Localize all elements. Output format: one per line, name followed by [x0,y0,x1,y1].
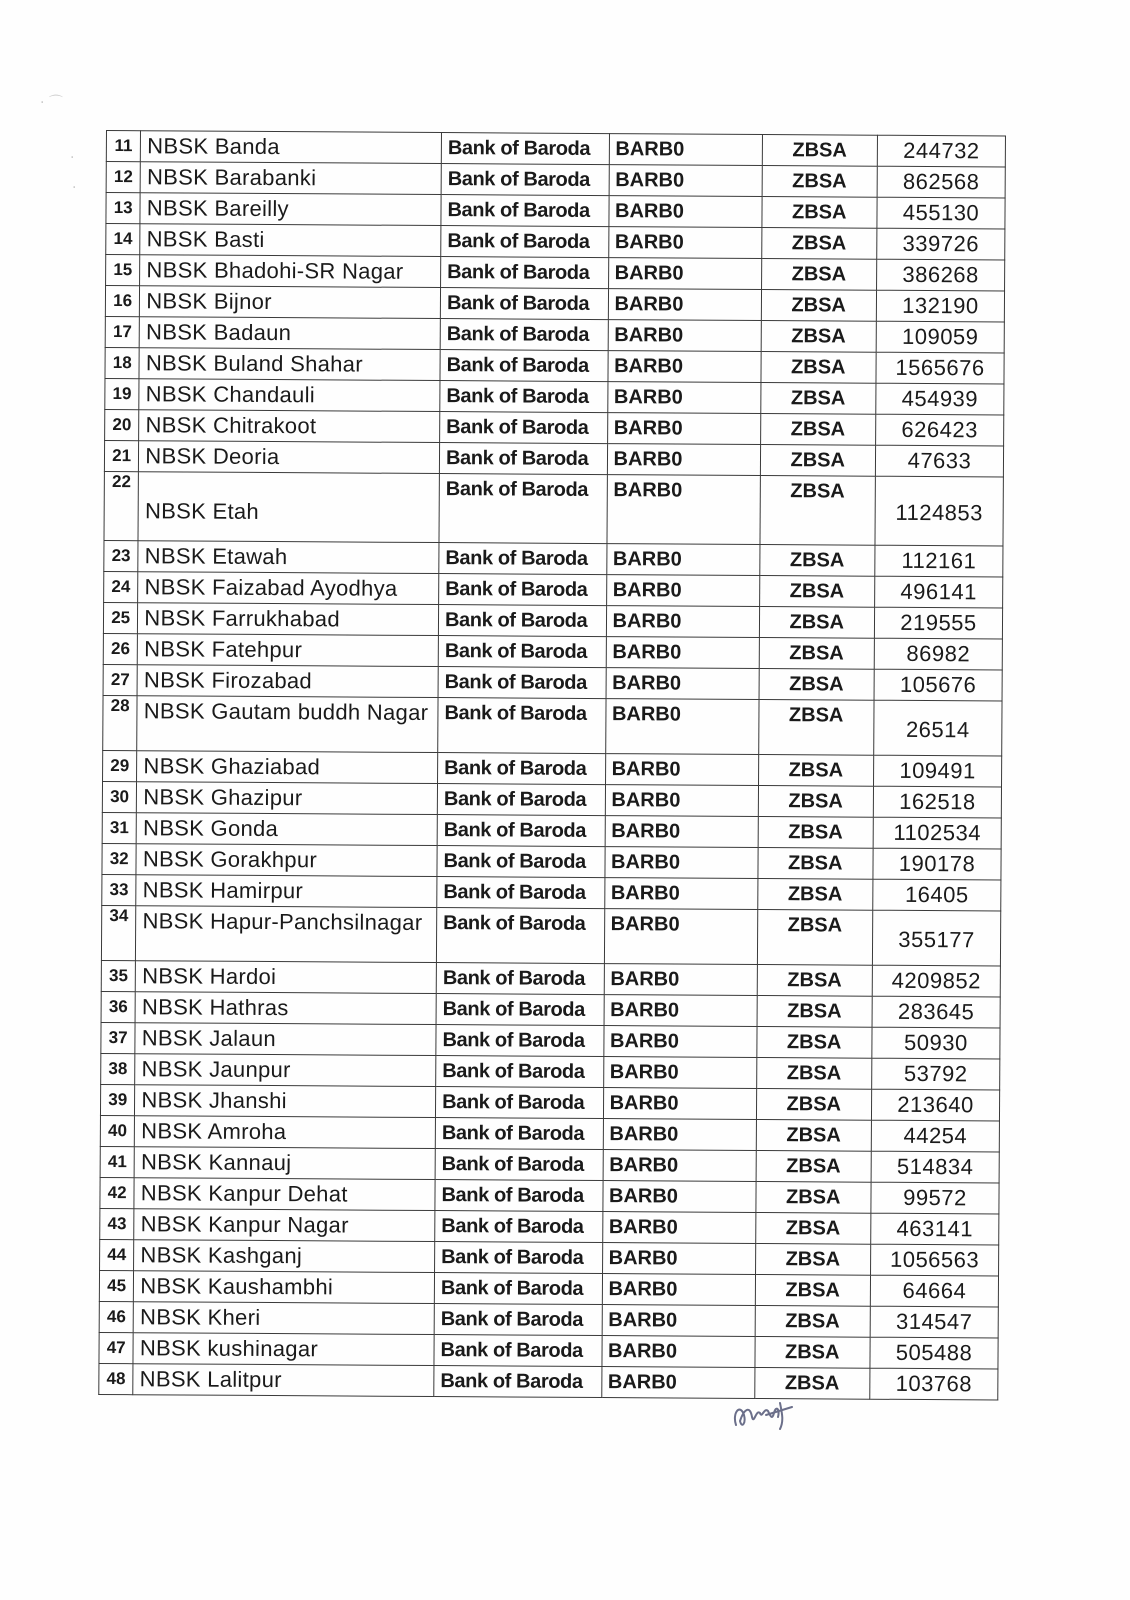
serial-number: 28 [103,695,138,750]
bank-name: Bank of Baroda [435,1149,603,1181]
amount: 1565676 [876,352,1004,384]
amount: 386268 [877,259,1005,291]
ifsc-code: BARB0 [602,1243,755,1275]
ifsc-code: BARB0 [602,1212,755,1244]
account-type: ZBSA [757,964,873,996]
bank-name: Bank of Baroda [441,257,609,289]
district-name: NBSK Firozabad [137,665,438,698]
serial-number: 44 [100,1239,135,1270]
amount: 112161 [875,545,1003,577]
account-type: ZBSA [758,754,874,786]
bank-name: Bank of Baroda [440,288,608,320]
amount: 314547 [870,1306,998,1338]
district-name: NBSK Jalaun [135,1023,436,1056]
table-row [103,695,1002,755]
ifsc-code: BARB0 [606,544,759,576]
account-type: ZBSA [759,668,875,700]
district-name: NBSK Ghazipur [137,782,438,815]
ifsc-code: BARB0 [609,165,762,197]
account-type: ZBSA [760,445,876,477]
account-type: ZBSA [760,352,876,384]
serial-number: 21 [104,440,139,471]
district-name: NBSK Hardoi [136,961,437,994]
account-type: ZBSA [759,476,875,546]
account-type: ZBSA [759,544,875,576]
bank-name: Bank of Baroda [436,994,604,1026]
bank-name: Bank of Baroda [436,963,604,995]
amount: 505488 [870,1337,998,1369]
table-row [99,1363,998,1399]
district-name: NBSK Badaun [139,317,440,350]
scan-artifact: · [72,180,77,196]
bank-name: Bank of Baroda [441,133,609,165]
ifsc-code: BARB0 [602,1274,755,1306]
serial-number: 12 [106,162,141,193]
bank-name: Bank of Baroda [434,1304,602,1336]
account-type: ZBSA [758,699,874,755]
bank-name: Bank of Baroda [435,1242,603,1274]
bank-name: Bank of Baroda [436,1087,604,1119]
amount: 86982 [874,638,1002,670]
ifsc-code: BARB0 [608,320,761,352]
ifsc-code: BARB0 [607,413,760,445]
serial-number: 41 [100,1146,135,1177]
amount: 496141 [875,576,1003,608]
district-name: NBSK Deoria [139,441,440,474]
serial-number: 13 [106,193,141,224]
ifsc-code: BARB0 [606,606,759,638]
serial-number: 36 [101,991,136,1022]
bank-name: Bank of Baroda [437,784,605,816]
bank-name: Bank of Baroda [437,846,605,878]
ifsc-code: BARB0 [603,1088,756,1120]
amount: 47633 [875,445,1003,477]
account-type: ZBSA [761,321,877,353]
amount: 190178 [873,848,1001,880]
bank-name: Bank of Baroda [436,1056,604,1088]
ifsc-code: BARB0 [604,964,757,996]
bank-name: Bank of Baroda [436,1025,604,1057]
serial-number: 34 [101,905,136,960]
ifsc-code: BARB0 [604,847,757,879]
amount: 105676 [874,669,1002,701]
table-row [101,905,1000,965]
account-type: ZBSA [759,606,875,638]
amount: 514834 [871,1151,999,1183]
serial-number: 35 [101,960,136,991]
account-type: ZBSA [761,290,877,322]
amount: 463141 [871,1213,999,1245]
amount: 50930 [872,1027,1000,1059]
bank-name: Bank of Baroda [434,1366,602,1398]
ifsc-code: BARB0 [608,258,761,290]
district-name: NBSK Jaunpur [135,1054,436,1087]
district-name: NBSK Etawah [138,541,439,574]
bank-name: Bank of Baroda [441,195,609,227]
district-name: NBSK Faizabad Ayodhya [138,572,439,605]
account-type: ZBSA [756,1150,872,1182]
table-row [104,471,1003,545]
district-name: NBSK Jhanshi [135,1085,436,1118]
amount: 132190 [876,290,1004,322]
ifsc-code: BARB0 [604,878,757,910]
amount: 109059 [876,321,1004,353]
ifsc-code: BARB0 [607,382,760,414]
amount: 4209852 [872,965,1000,997]
account-type: ZBSA [755,1181,871,1213]
account-type: ZBSA [757,847,873,879]
bank-name: Bank of Baroda [441,164,609,196]
account-type: ZBSA [754,1367,870,1399]
district-name: NBSK Hapur-Panchsilnagar [136,906,437,963]
account-type: ZBSA [761,259,877,291]
ifsc-code: BARB0 [603,1150,756,1182]
account-type: ZBSA [758,785,874,817]
ifsc-code: BARB0 [603,1119,756,1151]
amount: 1056563 [871,1244,999,1276]
district-name: NBSK Gautam buddh Nagar [137,696,438,753]
account-type: ZBSA [757,909,873,965]
bank-name: Bank of Baroda [438,667,606,699]
bank-name: Bank of Baroda [440,319,608,351]
bank-name: Bank of Baroda [440,381,608,413]
district-name: NBSK Buland Shahar [139,348,440,381]
account-type: ZBSA [754,1336,870,1368]
serial-number: 38 [101,1053,136,1084]
ifsc-code: BARB0 [606,575,759,607]
serial-number: 45 [99,1270,134,1301]
amount: 283645 [872,996,1000,1028]
serial-number: 40 [100,1115,135,1146]
ifsc-code: BARB0 [603,1026,756,1058]
serial-number: 15 [106,255,141,286]
ifsc-code: BARB0 [601,1367,754,1399]
ifsc-code: BARB0 [606,668,759,700]
ifsc-code: BARB0 [607,444,760,476]
bank-name: Bank of Baroda [440,350,608,382]
serial-number: 43 [100,1208,135,1239]
district-name: NBSK Banda [141,131,442,164]
serial-number: 14 [106,224,141,255]
serial-number: 16 [105,286,140,317]
ifsc-code: BARB0 [602,1305,755,1337]
account-type: ZBSA [756,1026,872,1058]
district-name: NBSK Bareilly [140,193,441,226]
serial-number: 17 [105,316,140,347]
amount: 103768 [870,1368,998,1400]
amount: 339726 [877,228,1005,260]
account-type: ZBSA [758,816,874,848]
bank-name: Bank of Baroda [440,412,608,444]
district-name: NBSK Farrukhabad [138,603,439,636]
amount: 355177 [872,910,1000,966]
serial-number: 25 [103,602,138,633]
bank-name: Bank of Baroda [438,698,606,754]
serial-number: 29 [103,750,138,781]
serial-number: 27 [103,664,138,695]
bank-name: Bank of Baroda [435,1180,603,1212]
district-name: NBSK Etah [138,472,439,543]
bank-name: Bank of Baroda [437,877,605,909]
bank-name: Bank of Baroda [436,908,604,964]
serial-number: 19 [105,378,140,409]
amount: 626423 [876,414,1004,446]
district-name: NBSK Basti [140,224,441,257]
amount: 455130 [877,197,1005,229]
ifsc-code: BARB0 [605,785,758,817]
district-name: NBSK Kannauj [134,1147,435,1180]
district-name: NBSK Chandauli [139,379,440,412]
account-type: ZBSA [757,878,873,910]
account-type: ZBSA [760,383,876,415]
handwritten-signature [730,1395,800,1435]
account-type: ZBSA [762,166,878,198]
scan-artifact: · [70,150,75,166]
serial-number: 47 [99,1332,134,1363]
account-type: ZBSA [762,135,878,167]
district-name: NBSK Barabanki [140,162,441,195]
ifsc-code: BARB0 [605,816,758,848]
district-name: NBSK Fatehpur [138,634,439,667]
allocation-table [98,130,1006,1400]
district-name: NBSK Kheri [133,1302,434,1335]
account-type: ZBSA [756,1057,872,1089]
serial-number: 24 [104,571,139,602]
ifsc-code: BARB0 [607,475,760,545]
ifsc-code: BARB0 [608,351,761,383]
ifsc-code: BARB0 [602,1336,755,1368]
ifsc-code: BARB0 [602,1181,755,1213]
serial-number: 37 [101,1022,136,1053]
bank-name: Bank of Baroda [439,474,607,544]
account-type: ZBSA [755,1212,871,1244]
ifsc-code: BARB0 [608,227,761,259]
ifsc-code: BARB0 [608,196,761,228]
district-name: NBSK Lalitpur [133,1364,434,1397]
district-name: NBSK Kanpur Dehat [134,1178,435,1211]
account-type: ZBSA [756,1088,872,1120]
account-type: ZBSA [759,637,875,669]
district-name: NBSK Kashganj [134,1240,435,1273]
bank-name: Bank of Baroda [438,636,606,668]
district-name: NBSK kushinagar [133,1333,434,1366]
amount: 16405 [873,879,1001,911]
district-name: NBSK Hamirpur [136,875,437,908]
account-type: ZBSA [757,995,873,1027]
account-type: ZBSA [755,1274,871,1306]
serial-number: 22 [104,471,139,540]
serial-number: 20 [105,409,140,440]
bank-name: Bank of Baroda [435,1118,603,1150]
serial-number: 48 [99,1363,134,1394]
district-name: NBSK Chitrakoot [139,410,440,443]
amount: 64664 [870,1275,998,1307]
serial-number: 32 [102,843,137,874]
bank-name: Bank of Baroda [439,574,607,606]
account-type: ZBSA [761,228,877,260]
district-name: NBSK Kaushambhi [134,1271,435,1304]
account-type: ZBSA [759,575,875,607]
table-body [99,131,1006,1400]
amount: 244732 [877,135,1005,167]
amount: 1102534 [873,817,1001,849]
ifsc-code: BARB0 [606,637,759,669]
account-type: ZBSA [760,414,876,446]
ifsc-code: BARB0 [604,995,757,1027]
serial-number: 11 [106,131,141,162]
bank-name: Bank of Baroda [439,443,607,475]
amount: 109491 [873,755,1001,787]
ifsc-code: BARB0 [605,754,758,786]
bank-name: Bank of Baroda [439,543,607,575]
serial-number: 26 [103,633,138,664]
district-name: NBSK Kanpur Nagar [134,1209,435,1242]
district-name: NBSK Amroha [135,1116,436,1149]
bank-name: Bank of Baroda [434,1273,602,1305]
amount: 454939 [876,383,1004,415]
serial-number: 18 [105,347,140,378]
ifsc-code: BARB0 [603,1057,756,1089]
district-name: NBSK Gonda [136,813,437,846]
account-type: ZBSA [761,197,877,229]
serial-number: 31 [102,812,137,843]
ifsc-code: BARB0 [604,909,757,965]
district-name: NBSK Bijnor [140,286,441,319]
amount: 99572 [871,1182,999,1214]
amount: 26514 [874,700,1002,756]
serial-number: 46 [99,1301,134,1332]
account-type: ZBSA [755,1305,871,1337]
district-name: NBSK Hathras [135,992,436,1025]
bank-name: Bank of Baroda [441,226,609,258]
amount: 1124853 [875,476,1003,546]
amount: 44254 [871,1120,999,1152]
bank-name: Bank of Baroda [435,1211,603,1243]
district-name: NBSK Gorakhpur [136,844,437,877]
bank-name: Bank of Baroda [438,605,606,637]
serial-number: 30 [102,781,137,812]
account-type: ZBSA [756,1119,872,1151]
ifsc-code: BARB0 [609,134,762,166]
district-name: NBSK Ghaziabad [137,751,438,784]
amount: 862568 [877,166,1005,198]
bank-name: Bank of Baroda [437,815,605,847]
serial-number: 39 [100,1084,135,1115]
account-type: ZBSA [755,1243,871,1275]
amount: 213640 [871,1089,999,1121]
amount: 162518 [873,786,1001,818]
serial-number: 23 [104,540,139,571]
amount: 53792 [872,1058,1000,1090]
ifsc-code: BARB0 [608,289,761,321]
serial-number: 33 [102,874,137,905]
scan-artifact: · ⌒ [40,95,63,111]
bank-name: Bank of Baroda [434,1335,602,1367]
district-name: NBSK Bhadohi-SR Nagar [140,255,441,288]
amount: 219555 [874,607,1002,639]
ifsc-code: BARB0 [605,699,758,755]
bank-name: Bank of Baroda [438,753,606,785]
serial-number: 42 [100,1177,135,1208]
